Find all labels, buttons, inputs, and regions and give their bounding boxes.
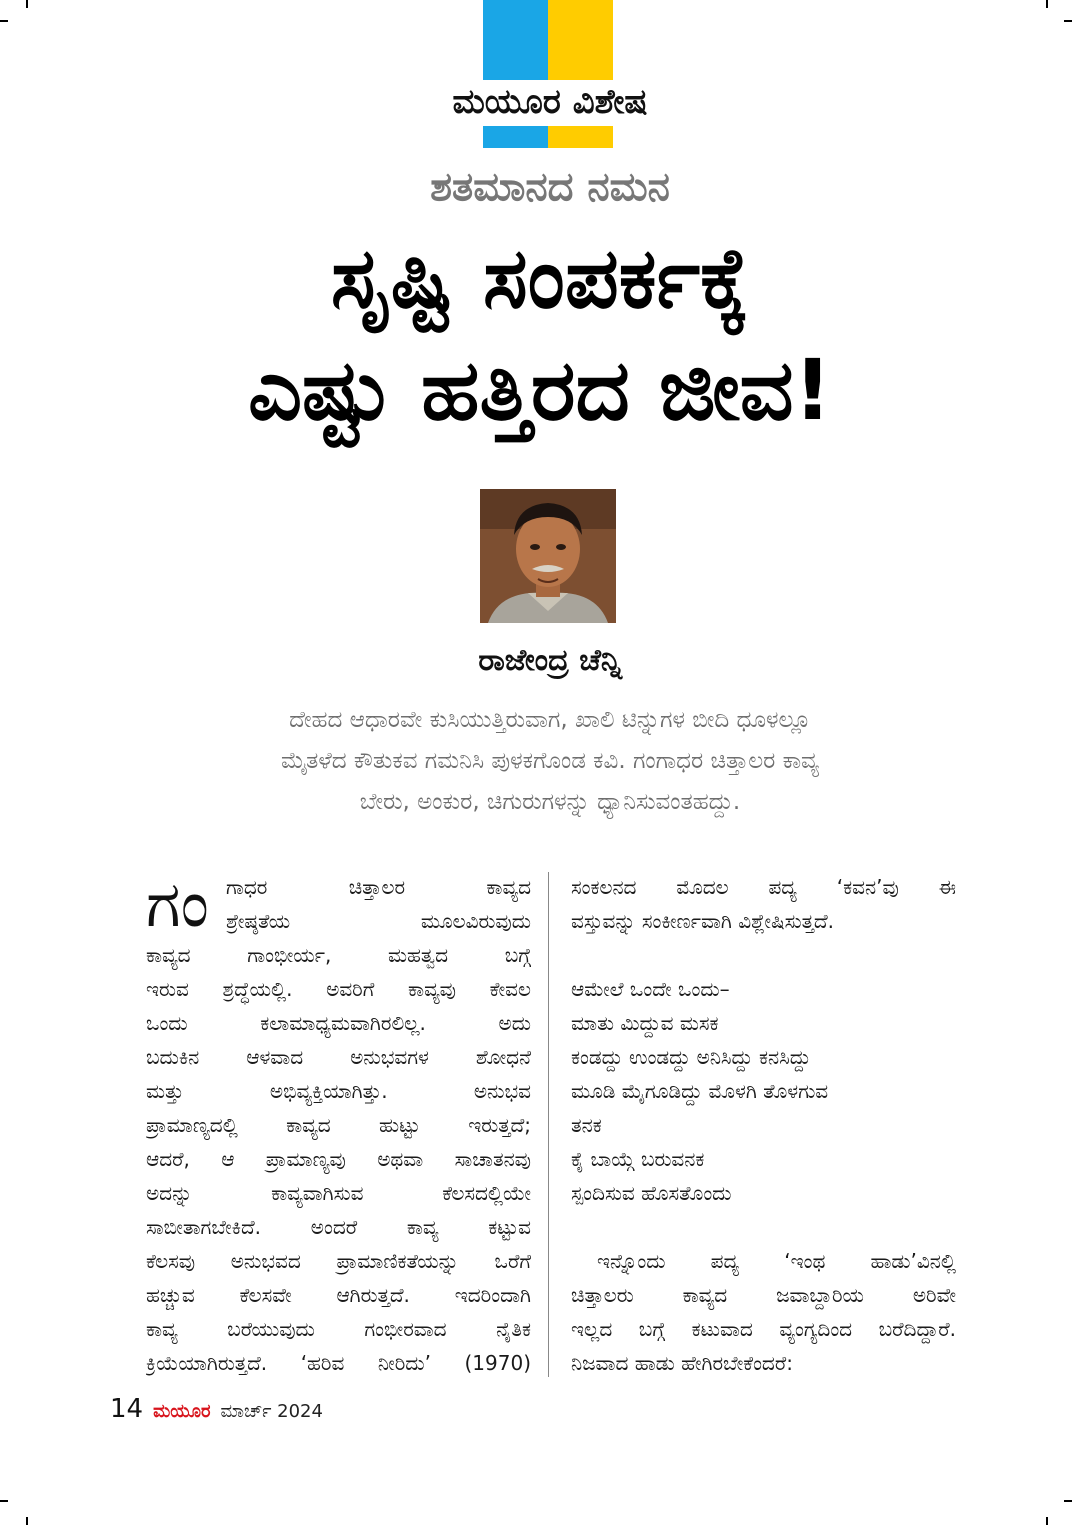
section-title: ಮಯೂರ ವಿಶೇಷ xyxy=(452,82,648,122)
body-line: ಸಾಬೀತಾಗಬೇಕಿದೆ. ಅಂದರೆ ಕಾವ್ಯ ಕಟ್ಟುವ xyxy=(146,1215,531,1239)
body-line: ಚಿತ್ತಾಲರು ಕಾವ್ಯದ ಜವಾಬ್ದಾರಿಯ ಅರಿವೇ xyxy=(571,1283,956,1307)
body-line: ನಿಜವಾದ ಹಾಡು ಹೇಗಿರಬೇಕೆಂದರೆ: xyxy=(571,1351,793,1375)
poem-line: ಮಾತು ಮಿದ್ದುವ ಮಸಕ xyxy=(571,1011,719,1035)
body-line: ಕಾವ್ಯ ಬರೆಯುವುದು ಗಂಭೀರವಾದ ನೈತಿಕ xyxy=(146,1317,531,1341)
body-line: ಇನ್ನೊಂದು ಪದ್ಯ ‘ಇಂಥ ಹಾಡು’ವಿನಲ್ಲಿ xyxy=(597,1249,956,1273)
body-line: ಮತ್ತು ಅಭಿವ್ಯಕ್ತಿಯಾಗಿತ್ತು. ಅನುಭವ xyxy=(146,1079,531,1103)
section-color-bar-bottom xyxy=(483,126,613,148)
page-number: 14 xyxy=(110,1394,144,1424)
poem-line: ತನಕ xyxy=(571,1113,602,1137)
magazine-brand: ಮಯೂರ xyxy=(153,1401,211,1422)
crop-mark xyxy=(26,1517,28,1525)
body-line: ಬದುಕಿನ ಆಳವಾದ ಅನುಭವಗಳ ಶೋಧನೆ xyxy=(146,1045,531,1069)
body-column-right xyxy=(571,870,956,1380)
body-line: ಕಾವ್ಯದ ಗಾಂಭೀರ್ಯ, ಮಹತ್ವದ ಬಗ್ಗೆ xyxy=(146,943,531,967)
body-line: ಸಂಕಲನದ ಮೊದಲ ಪದ್ಯ ‘ಕವನ’ವು ಈ xyxy=(571,875,956,899)
body-line: ಆದರೆ, ಆ ಪ್ರಾಮಾಣ್ಯವು ಅಥವಾ ಸಾಚಾತನವು xyxy=(146,1147,531,1171)
crop-mark xyxy=(1064,20,1072,22)
body-line: ಇಲ್ಲದ ಬಗ್ಗೆ ಕಟುವಾದ ವ್ಯಂಗ್ಯದಿಂದ ಬರೆದಿದ್ದಾರೆ. xyxy=(571,1317,956,1341)
author-byline: ರಾಜೇಂದ್ರ ಚೆನ್ನಿ xyxy=(478,643,622,678)
column-divider xyxy=(548,872,549,1377)
body-line: ಕ್ರಿಯೆಯಾಗಿರುತ್ತದೆ. ‘ಹರಿವ ನೀರಿದು’ (1970) xyxy=(146,1351,531,1375)
poem-line: ಕಂಡದ್ದು ಉಂಡದ್ದು ಅನಿಸಿದ್ದು ಕನಸಿದ್ದು xyxy=(571,1045,811,1069)
body-line: ಇರುವ ಶ್ರದ್ಧೆಯಲ್ಲಿ. ಅವರಿಗೆ ಕಾವ್ಯವು ಕೇವಲ xyxy=(146,977,531,1001)
body-line: ಹಚ್ಚುವ ಕೆಲಸವೇ ಆಗಿರುತ್ತದೆ. ಇದರಿಂದಾಗಿ xyxy=(146,1283,531,1307)
blue-block xyxy=(483,0,548,80)
headline-line: ಸೃಷ್ಟಿ ಸಂಪರ್ಕಕ್ಕೆ xyxy=(330,229,750,327)
body-column-left xyxy=(146,870,531,1380)
author-portrait xyxy=(480,489,616,623)
page-footer xyxy=(110,1394,323,1428)
section-color-bar-top xyxy=(483,0,613,80)
drop-cap: ಗಂ xyxy=(146,868,207,942)
deck-line: ದೇಹದ ಆಧಾರವೇ ಕುಸಿಯುತ್ತಿರುವಾಗ, ಖಾಲಿ ಟಿನ್ನುಗಳ ಬೀದಿ ಧೂಳಲ್ಲೂ xyxy=(289,707,811,733)
body-line: ಕೆಲಸವು ಅನುಭವದ ಪ್ರಾಮಾಣಿಕತೆಯನ್ನು ಒರೆಗೆ xyxy=(146,1249,531,1273)
deck-line: ಬೇರು, ಅಂಕುರ, ಚಿಗುರುಗಳನ್ನು ಧ್ಯಾನಿಸುವಂತಹದ್ದು. xyxy=(359,789,741,815)
crop-mark xyxy=(1064,1500,1072,1502)
deck-line: ಮೈತಳೆದ ಕೌತುಕವ ಗಮನಿಸಿ ಪುಳಕಗೊಂಡ ಕವಿ. ಗಂಗಾಧರ ಚಿತ್ತಾಲರ ಕಾವ್ಯ xyxy=(280,748,819,774)
yellow-block xyxy=(548,0,613,80)
crop-mark xyxy=(1046,0,1048,8)
body-line: ಅದನ್ನು ಕಾವ್ಯವಾಗಿಸುವ ಕೆಲಸದಲ್ಲಿಯೇ xyxy=(146,1181,531,1205)
crop-mark xyxy=(0,20,8,22)
headline-line: ಎಷ್ಟು ಹತ್ತಿರದ ಜೀವ! xyxy=(248,341,832,439)
body-line: ಒಂದು ಕಲಾಮಾಧ್ಯಮವಾಗಿರಲಿಲ್ಲ. ಅದು xyxy=(146,1011,531,1035)
article-deck xyxy=(150,700,950,823)
poem-line: ಕೈ ಬಾಯ್ಗೆ ಬರುವನಕ xyxy=(571,1147,705,1171)
crop-mark xyxy=(26,0,28,8)
poem-line: ಸ್ಪಂದಿಸುವ ಹೊಸತೊಂದು xyxy=(571,1181,732,1205)
headline xyxy=(40,222,1040,446)
body-line: ವಸ್ತುವನ್ನು ಸಂಕೀರ್ಣವಾಗಿ ವಿಶ್ಲೇಷಿಸುತ್ತದೆ. xyxy=(571,909,834,933)
body-line: ಪ್ರಾಮಾಣ್ಯದಲ್ಲಿ ಕಾವ್ಯದ ಹುಟ್ಟು ಇರುತ್ತದೆ; xyxy=(146,1113,531,1137)
poem-line: ಮೂಡಿ ಮೈಗೂಡಿದ್ದು ಮೊಳಗಿ ತೊಳಗುವ xyxy=(571,1079,829,1103)
issue-date: ಮಾರ್ಚ್ 2024 xyxy=(220,1401,323,1422)
crop-mark xyxy=(1046,1517,1048,1525)
yellow-block xyxy=(548,126,613,148)
paragraph-gap xyxy=(571,938,956,972)
portrait-illustration xyxy=(480,489,616,623)
kicker: ಶತಮಾನದ ನಮನ xyxy=(430,164,670,210)
crop-mark xyxy=(0,1500,8,1502)
section-logo xyxy=(483,0,613,148)
body-line: ಶ್ರೇಷ್ಠತೆಯ ಮೂಲವಿರುವುದು xyxy=(226,909,531,933)
body-line: ಗಾಧರ ಚಿತ್ತಾಲರ ಕಾವ್ಯದ xyxy=(226,875,531,899)
blue-block xyxy=(483,126,548,148)
poem-line: ಆಮೇಲೆ ಒಂದೇ ಒಂದು– xyxy=(571,977,730,1001)
paragraph-gap xyxy=(571,1210,956,1244)
